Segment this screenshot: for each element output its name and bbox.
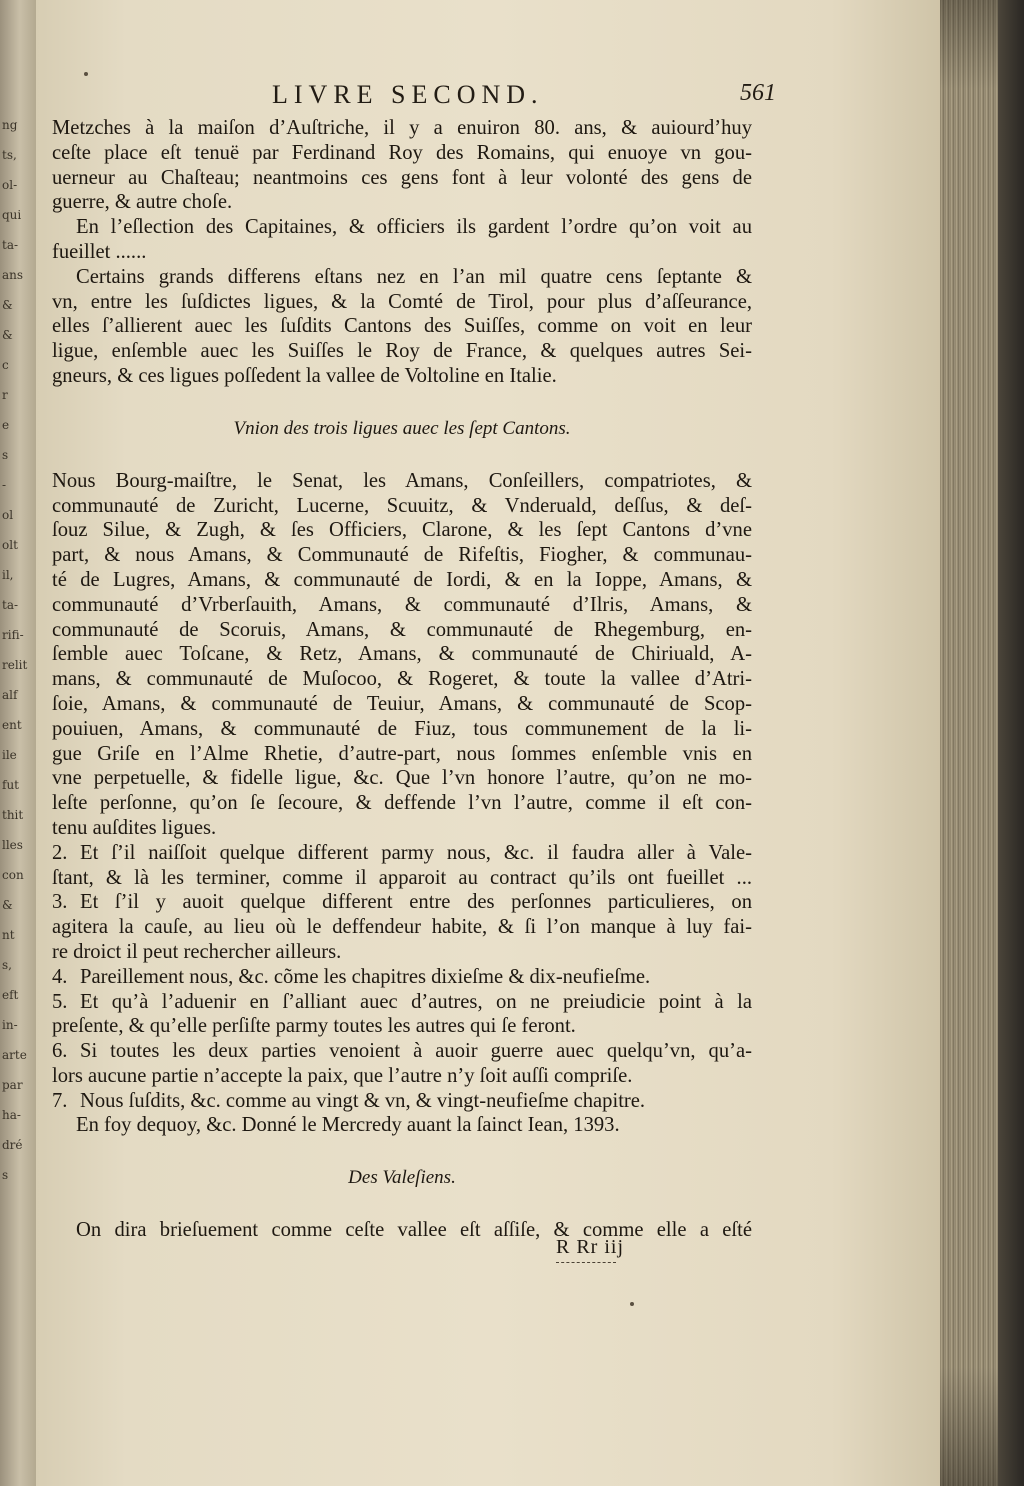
signature-mark: R Rr iij [556,1236,625,1258]
article-number: 5. [52,990,68,1013]
margin-fragment: ha- [2,1108,21,1122]
text-line: En l’eſlection des Capitaines, & officiers ils gardent l’ordre qu’on voit au [76,216,752,239]
margin-fragment: il, [2,568,14,582]
margin-fragment: s, [2,958,12,972]
margin-fragment: eft [2,988,19,1002]
text-line: communauté d’Vrberſauith, Amans, & communauté d’Ilris, Amans, & [52,593,752,616]
margin-fragment: & [2,898,13,912]
margin-fragment: dré [2,1138,23,1152]
text-line: lors aucune partie n’accepte la paix, que l’autre n’y ſoit auſſi compriſe. [52,1064,633,1087]
article-6 [52,1039,752,1089]
running-head-title: LIVRE SECOND. [272,80,544,109]
article-number: 7. [52,1089,68,1112]
text-line: Pareillement nous, &c. cõme les chapitres dixieſme & dix-neufieſme. [80,965,651,988]
text-line: Et ſ’il naiſſoit quelque different parmy nous, &c. il faudra aller à Vale- [80,841,752,864]
margin-fragment: relit [2,658,28,672]
margin-fragment: & [2,298,13,312]
text-line: gue Griſe en l’Alme Rhetie, d’autre-part, nous ſommes enſemble vnis en [52,742,752,765]
running-head [36,80,776,114]
margin-fragment: lles [2,838,23,852]
text-line: Si toutes les deux parties venoient à auoir guerre auec quelqu’vn, qu’a- [80,1040,752,1063]
paragraph [52,469,752,841]
section-heading: Des Valeſiens. [348,1167,456,1189]
text-line: communauté de Zuricht, Lucerne, Scuuitz, & Vnderuald, deſſus, & deſ- [52,494,752,517]
text-line: vn, entre les ſuſdictes ligues, & la Comté de Tirol, pour plus d’aſſeurance, [52,290,752,313]
text-line: On dira brieſuement comme ceſte vallee eſt aſſiſe, & comme elle a eſté [76,1219,752,1242]
text-line: ſouz Silue, & Zugh, & ſes Officiers, Clarone, & les ſept Cantons d’vne [52,519,752,542]
margin-fragment: arte [2,1048,27,1062]
text-line: uerneur au Chaſteau; neantmoins ces gens font à leur volonté des gens de [52,166,752,189]
text-line: elles ſ’allierent auec les ſuſdits Cantons des Suiſſes, comme on voit en leur [52,315,752,338]
article-5 [52,990,752,1040]
text-line: re droict il peut rechercher ailleurs. [52,940,342,963]
text-line: fueillet ...... [52,240,147,263]
text-line: communauté de Scoruis, Amans, & communauté de Rhegemburg, en- [52,618,752,641]
text-line: Metzches à la maiſon d’Auſtriche, il y a enuiron 80. ans, & auiourd’huy [52,117,752,139]
article-4 [52,965,752,990]
margin-fragment: fut [2,778,19,792]
text-line: ſtant, & là les terminer, comme il apparoit au contract qu’ils ont fueillet ... [52,866,752,889]
ink-speck [84,72,88,76]
margin-fragment: nt [2,928,15,942]
article-number: 2. [52,841,68,864]
article-2 [52,841,752,891]
text-line: ceſte place eſt tenuë par Ferdinand Roy des Romains, qui enuoye vn gou- [52,141,752,164]
article-number: 3. [52,891,68,914]
margin-fragment: ta- [2,238,19,252]
text-line: agitera la cauſe, au lieu où le deffendeur habite, & ſi l’on manque à luy fai- [52,916,752,939]
text-line: ligue, enſemble auec les Suiſſes le Roy de France, & quelques autres Sei- [52,340,752,363]
text-line: ſemble auec Toſcane, & Retz, Amans, & communauté de Chiriuald, A- [52,643,752,666]
margin-fragment: ent [2,718,22,732]
margin-fragment: par [2,1078,23,1092]
adjacent-page-margin [0,0,37,1486]
text-line: tenu auſdites ligues. [52,816,217,839]
folio-number: 561 [740,80,776,106]
text-line: Et ſ’il y auoit quelque different entre des perſonnes particulieres, on [80,891,752,914]
margin-fragment: ile [2,748,17,762]
article-3 [52,890,752,964]
margin-fragment: c [2,358,9,372]
margin-fragment: in- [2,1018,18,1032]
text-line: ſoie, Amans, & communauté de Teuiur, Amans, & communauté de Scop- [52,692,752,715]
text-line: gneurs, & ces ligues poſſedent la vallee de Voltoline en Italie. [52,364,557,387]
margin-fragment: rifi- [2,628,24,642]
text-line: té de Lugres, Amans, & communauté de Iordi, & en la Ioppe, Amans, & [52,568,752,591]
margin-fragment: s [2,1168,9,1182]
paragraph [52,116,752,215]
article-number: 6. [52,1040,68,1063]
text-line: Certains grands differens eſtans nez en l’an mil quatre cens ſeptante & [76,265,752,288]
text-line: vne perpetuelle, & fidelle ligue, &c. Que l’vn honore l’autre, qu’on ne mo- [52,767,752,790]
margin-fragment: s [2,448,9,462]
margin-fragment: ts, [2,148,17,162]
text-line: Nous Bourg-maiſtre, le Senat, les Amans, Conſeillers, compatriotes, & [52,469,752,492]
margin-fragment: ol- [2,178,18,192]
text-line: part, & nous Amans, & Communauté de Rifeſtis, Fiogher, & communau- [52,544,752,567]
book-fore-edge [940,0,1024,1486]
ink-speck [630,1302,634,1306]
margin-fragment: olt [2,538,18,552]
margin-fragment: - [2,478,7,492]
margin-fragment: r [2,388,8,402]
margin-fragment: ta- [2,598,19,612]
text-line: Et qu’à l’aduenir en ſ’alliant auec d’autres, on ne preiudicie point à la [80,990,752,1013]
margin-fragment: con [2,868,24,882]
article-number: 4. [52,965,68,988]
margin-fragment: qui [2,208,22,222]
margin-fragment: thit [2,808,24,822]
article-7 [52,1089,752,1114]
text-line: preſente, & qu’elle perſiſte parmy toutes les autres qui ſe feront. [52,1015,576,1038]
body-text [52,116,752,1243]
margin-fragment: & [2,328,13,342]
margin-fragment: ol [2,508,14,522]
margin-fragment: alf [2,688,18,702]
text-line: leſte perſonne, qu’on ſe ſecoure, & deffende l’vn l’autre, comme il eſt con- [52,792,752,815]
paragraph [52,215,752,265]
text-line: guerre, & autre choſe. [52,191,233,214]
text-line: mans, & communauté de Muſocoo, & Rogeret, & toute la vallee d’Atri- [52,668,752,691]
section-heading: Vnion des trois ligues auec les ſept Cantons. [233,417,571,439]
margin-fragment: e [2,418,10,432]
text-line: pouiuen, Amans, & communauté de Fiuz, tous communement de la li- [52,717,752,740]
margin-fragment: ans [2,268,24,282]
text-line: Nous ſuſdits, &c. comme au vingt & vn, & vingt-neufieſme chapitre. [80,1089,646,1112]
paragraph [52,265,752,389]
margin-fragment: ng [2,118,18,132]
closing-line: En foy dequoy, &c. Donné le Mercredy auant la ſainct Iean, 1393. [76,1114,620,1137]
